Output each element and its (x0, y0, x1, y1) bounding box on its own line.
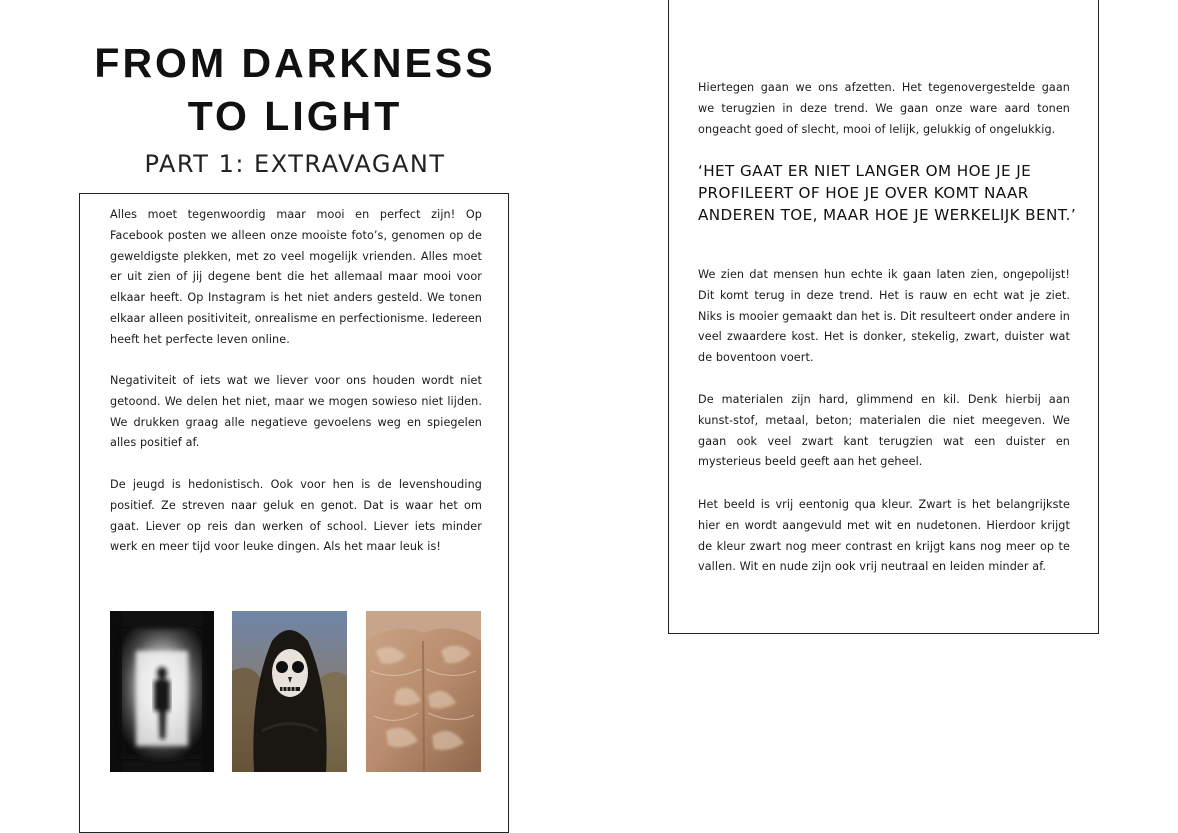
pull-quote: ‘HET GAAT ER NIET LANGER OM HOE JE JE PROFILEERT OF HOE JE OVER KOMT NAAR ANDEREN TOE, MAAR HOE JE WERKELIJK BENT.’ (698, 162, 1077, 224)
photo-skull-face (232, 611, 347, 772)
right-paragraph-1: We zien dat mensen hun echte ik gaan laten zien, ongepolijst! Dit komt terug in deze trend. Het is rauw en echt wat je ziet. Niks is mooier gemaakt dan het is. Dit resulteert onder andere in veel zwaardere kost. Het is donker, stekelig, zwart, duister wat de boventoon voert. (698, 268, 1070, 365)
left-paragraph-1: Alles moet tegenwoordig maar mooi en perfect zijn! Op Facebook posten we alleen onze mooiste foto’s, genomen op de geweldigste plekken, met zo veel mogelijk vrienden. Alles moet er uit zien of jij degene bent die het allemaal maar mooi voor elkaar heeft. Op Instagram is het niet anders gesteld. We tonen elkaar alleen positiviteit, onrealisme en perfectionisme. Iedereen heeft het perfecte leven online. (110, 208, 482, 346)
right-intro-paragraph: Hiertegen gaan we ons afzetten. Het tegenovergestelde gaan we terugzien in deze trend. We gaan onze ware aard tonen ongeacht goed of slecht, mooi of lelijk, gelukkig of ongelukkig. (698, 81, 1070, 136)
right-paragraph-2: De materialen zijn hard, glimmend en kil. Denk hierbij aan kunst-stof, metaal, beton; materialen die niet meegeven. We gaan ook veel zwart kant terugzien wat een duister en mysterieus beeld geeft aan het geheel. (698, 393, 1070, 469)
title-line-2: TO LIGHT (187, 93, 403, 139)
photo-latex-back (366, 611, 481, 772)
right-paragraph-3: Het beeld is vrij eentonig qua kleur. Zwart is het belangrijkste hier en wordt aangevuld met wit en nudetonen. Hierdoor krijgt de kleur zwart nog meer contrast en krijgt kans nog meer op te vallen. Wit en nude zijn ook vrij neutraal en leiden minder af. (698, 498, 1070, 574)
title-line-1: FROM DARKNESS (94, 40, 496, 86)
subtitle: PART 1: EXTRAVAGANT (144, 150, 446, 178)
photo-silhouette-doorway (110, 611, 214, 772)
left-paragraph-2: Negativiteit of iets wat we liever voor ons houden wordt niet getoond. We delen het niet, maar we mogen sowieso niet lijden. We drukken graag alle negatieve gevoelens weg en spiegelen alles positief af. (110, 374, 482, 450)
left-paragraph-3: De jeugd is hedonistisch. Ook voor hen is de levenshouding positief. Ze streven naar geluk en genot. Dat is waar het om gaat. Liever op reis dan werken of school. Liever iets minder werk en meer tijd voor leuke dingen. Als het maar leuk is! (110, 478, 482, 554)
